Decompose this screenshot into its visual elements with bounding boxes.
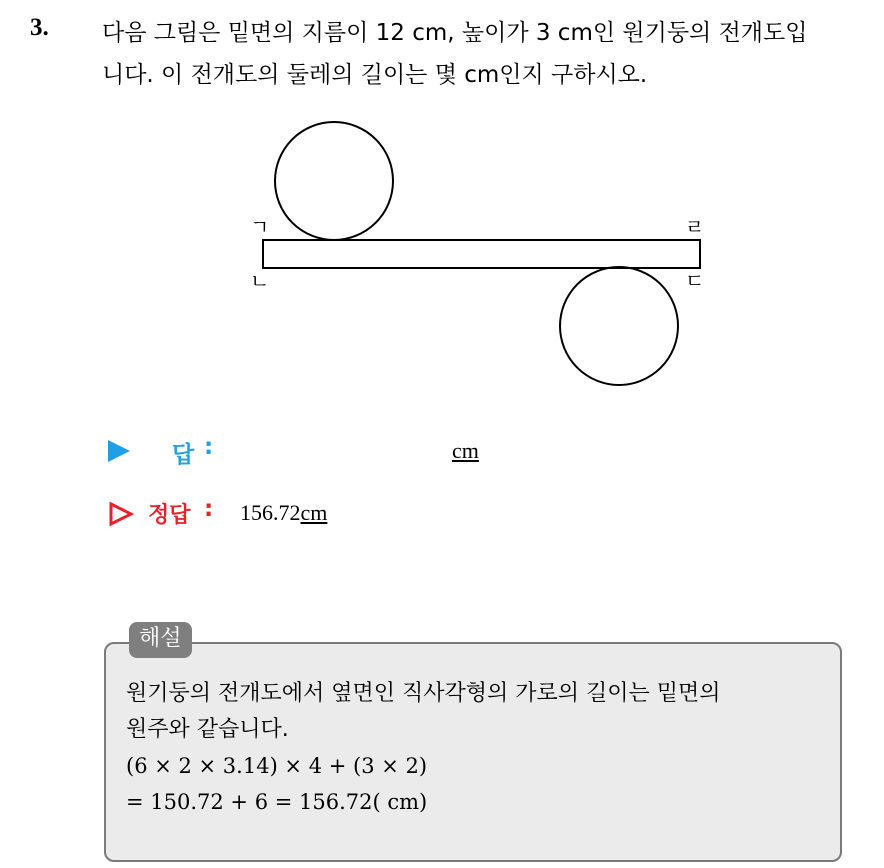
correct-colon: : — [204, 496, 214, 522]
correct-value-group — [240, 500, 327, 526]
corner-label-bottom-right: ㄷ — [685, 269, 705, 293]
solution-text — [126, 676, 826, 820]
correct-answer-row — [108, 497, 468, 531]
question-line-2: 니다. 이 전개도의 둘레의 길이는 몇 cm인지 구하시오. — [102, 62, 648, 88]
correct-value: 156.72 — [240, 500, 301, 525]
corner-label-top-left: ㄱ — [250, 215, 270, 239]
side-rectangle — [263, 240, 700, 268]
corner-label-top-right: ㄹ — [685, 215, 705, 239]
solution-line-3: (6 × 2 × 3.14) × 4 + (3 × 2) — [126, 754, 428, 778]
correct-unit: cm — [300, 500, 328, 525]
correct-label: 정답 — [148, 503, 191, 528]
corner-label-bottom-left: ㄴ — [250, 269, 270, 293]
question-text — [102, 12, 872, 96]
answer-label: 답 — [172, 442, 195, 468]
solution-line-1: 원기둥의 전개도에서 옆면인 직사각형의 가로의 길이는 밑면의 — [126, 681, 721, 706]
top-base-circle — [275, 122, 393, 240]
answer-row — [108, 434, 528, 468]
question-number: 3. — [30, 14, 49, 41]
cylinder-net-figure — [240, 110, 720, 395]
bottom-base-circle — [560, 267, 678, 385]
solution-tag: 해설 — [129, 622, 192, 658]
solution-line-4: = 150.72 + 6 = 156.72( cm) — [126, 790, 428, 814]
answer-unit: cm — [452, 438, 479, 463]
solution-line-2: 원주와 같습니다. — [126, 717, 289, 742]
correct-marker-icon — [108, 501, 134, 527]
answer-marker-icon — [108, 440, 130, 462]
question-line-1: 다음 그림은 밑면의 지름이 12 cm, 높이가 3 cm인 원기둥의 전개도입 — [102, 20, 808, 46]
answer-colon: : — [204, 434, 214, 460]
